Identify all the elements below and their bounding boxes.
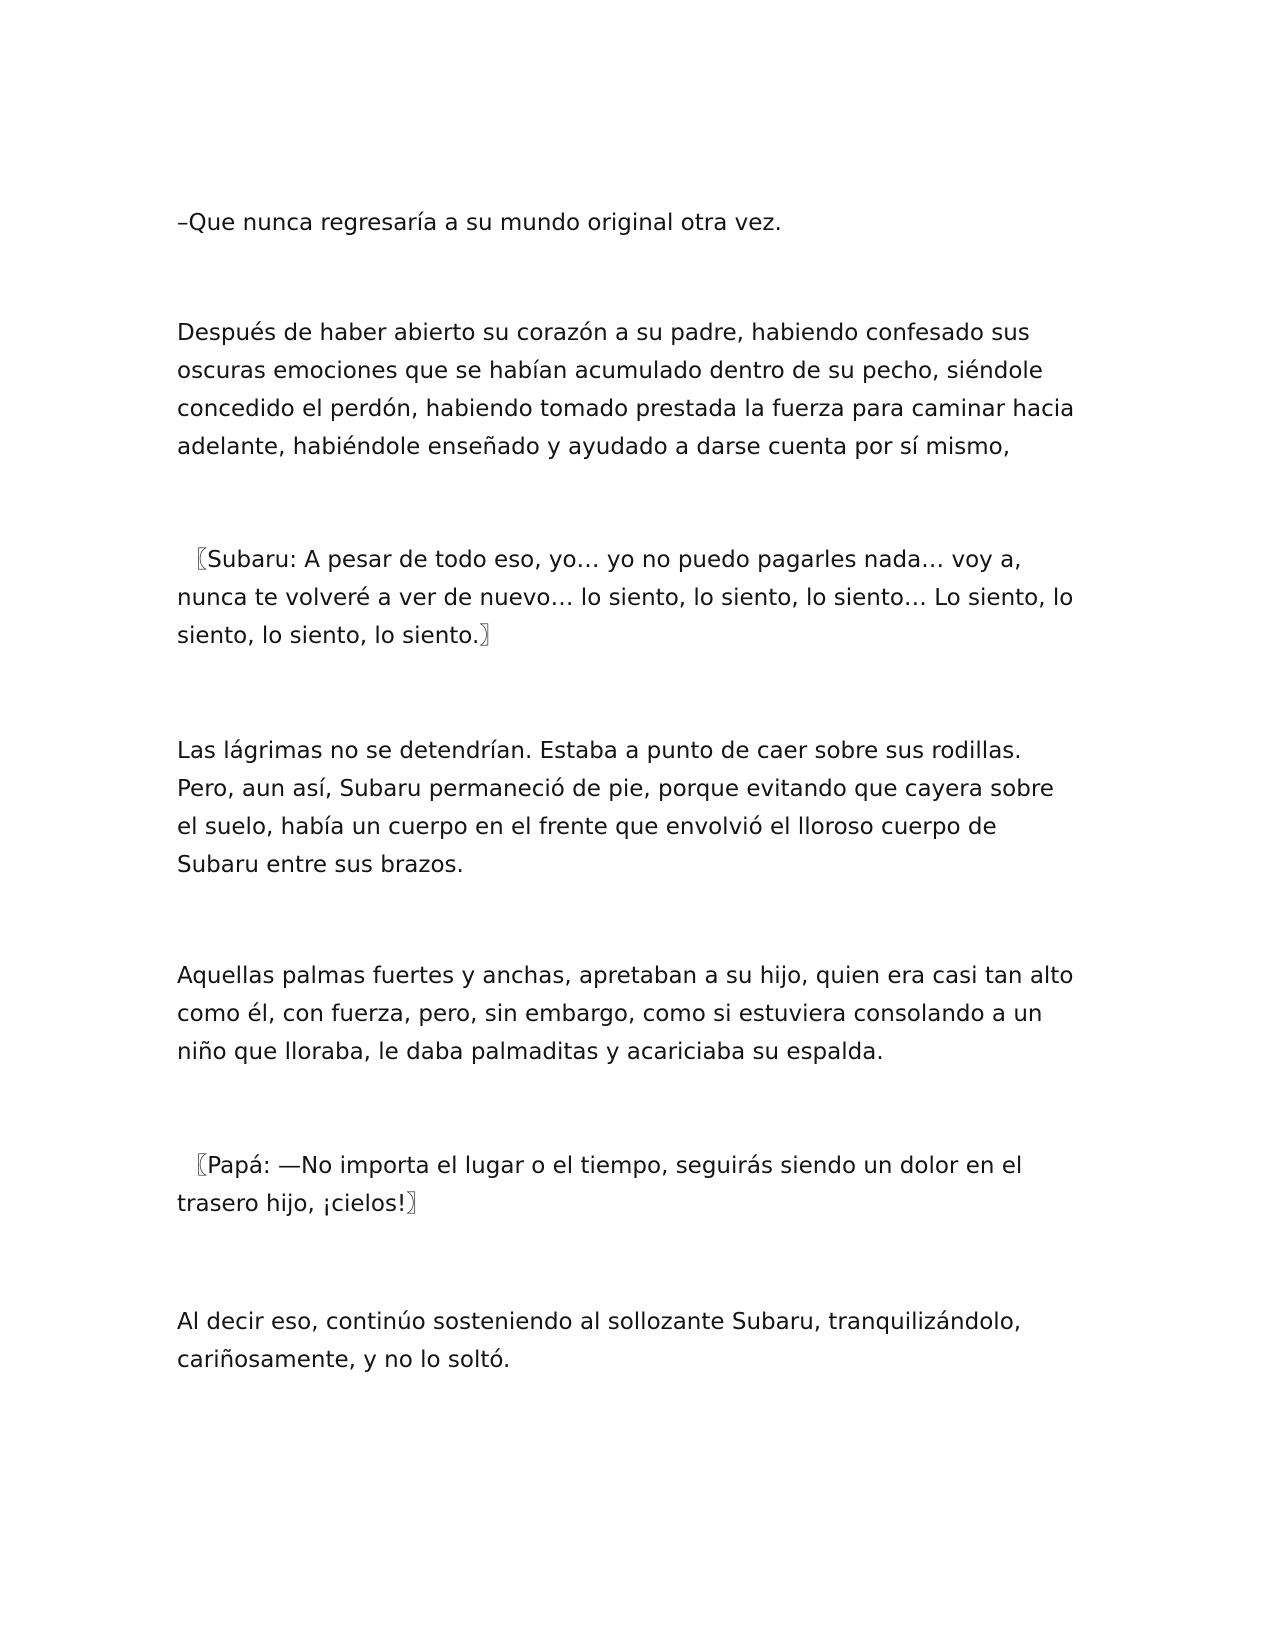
paragraph-2 — [177, 314, 1107, 466]
text-line: Subaru entre sus brazos. — [177, 852, 464, 878]
text-line: Al decir eso, continúo sosteniendo al sollozante Subaru, tranquilizándolo, — [177, 1309, 1022, 1335]
text-line: como él, con fuerza, pero, sin embargo, como si estuviera consolando a un — [177, 1001, 1043, 1027]
text-line: trasero hijo, ¡cielos!〗 — [177, 1191, 430, 1217]
text-line: cariñosamente, y no lo soltó. — [177, 1347, 511, 1373]
paragraph-6-papa-dialogue — [177, 1147, 1107, 1223]
paragraph-1 — [177, 204, 1107, 242]
paragraph-5 — [177, 957, 1107, 1071]
text-line: Pero, aun así, Subaru permaneció de pie, porque evitando que cayera sobre — [177, 776, 1054, 802]
text-line: concedido el perdón, habiendo tomado prestada la fuerza para caminar hacia — [177, 396, 1075, 422]
text-line: Después de haber abierto su corazón a su padre, habiendo confesado sus — [177, 320, 1030, 346]
paragraph-3-subaru-dialogue — [177, 541, 1107, 655]
text-line: siento, lo siento, lo siento.〗 — [177, 623, 503, 649]
text-line: oscuras emociones que se habían acumulado dentro de su pecho, siéndole — [177, 358, 1043, 384]
text-line: –Que nunca regresaría a su mundo original otra vez. — [177, 210, 782, 236]
text-line: nunca te volveré a ver de nuevo… lo siento, lo siento, lo siento… Lo siento, lo — [177, 585, 1074, 611]
paragraph-4 — [177, 732, 1107, 884]
text-line: el suelo, había un cuerpo en el frente que envolvió el lloroso cuerpo de — [177, 814, 997, 840]
text-line: Aquellas palmas fuertes y anchas, apretaban a su hijo, quien era casi tan alto — [177, 963, 1074, 989]
paragraph-7 — [177, 1303, 1107, 1379]
text-line: 〖Papá: —No importa el lugar o el tiempo, seguirás siendo un dolor en el — [177, 1153, 1023, 1179]
text-line: 〖Subaru: A pesar de todo eso, yo… yo no puedo pagarles nada… voy a, — [177, 547, 1022, 573]
text-line: adelante, habiéndole enseñado y ayudado a darse cuenta por sí mismo, — [177, 434, 1011, 460]
text-line: niño que lloraba, le daba palmaditas y acariciaba su espalda. — [177, 1039, 884, 1065]
text-line: Las lágrimas no se detendrían. Estaba a punto de caer sobre sus rodillas. — [177, 738, 1022, 764]
